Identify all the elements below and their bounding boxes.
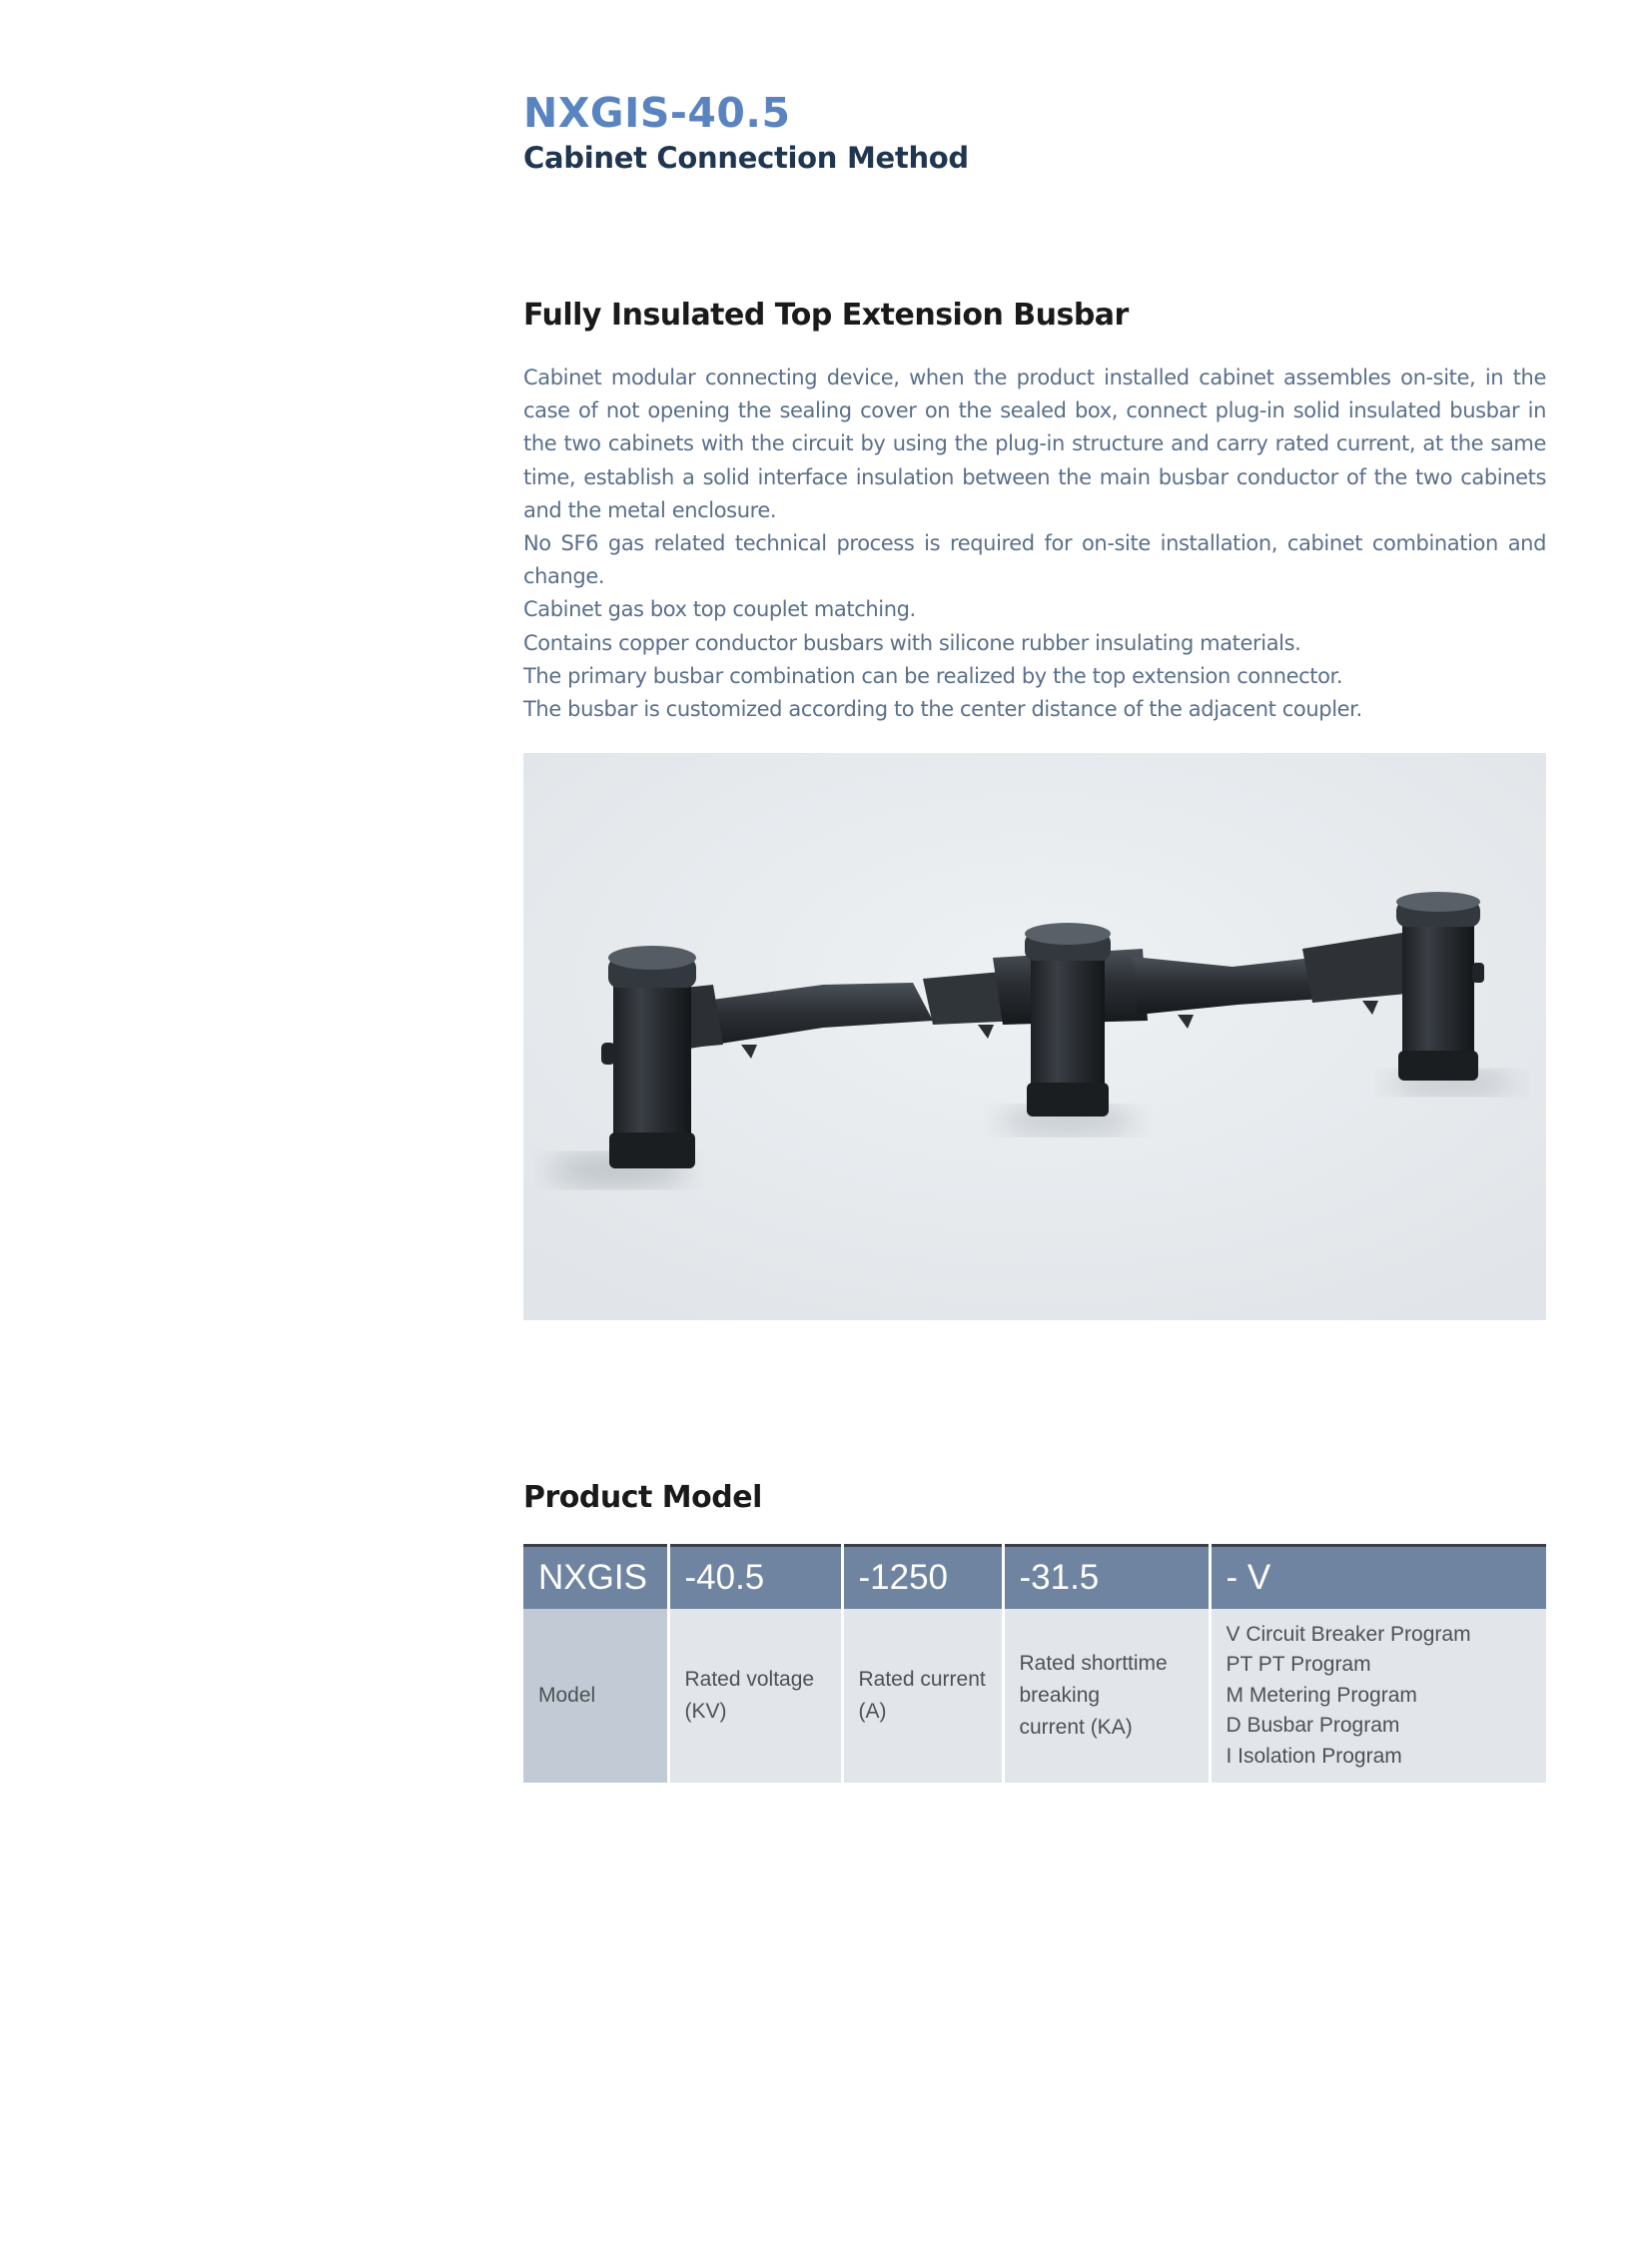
description-paragraph: The busbar is customized according to the center distance of the adjacent coupler.: [523, 697, 1362, 722]
program-item: M Metering Program: [1226, 1683, 1417, 1707]
table-cell-rated-voltage: [668, 1609, 842, 1783]
program-item: V Circuit Breaker Program: [1226, 1622, 1471, 1646]
table-header-cell: -31.5: [1003, 1546, 1210, 1610]
table-cell-programs: [1210, 1609, 1546, 1783]
cell-line: Rated shorttime: [1019, 1652, 1168, 1675]
table-row: [523, 1609, 1546, 1783]
table-cell-rated-current: [842, 1609, 1003, 1783]
table-cell-model: Model: [523, 1609, 668, 1783]
description-paragraph: The primary busbar combination can be realized by the top extension connector.: [523, 663, 1343, 688]
cell-line: breaking: [1019, 1684, 1101, 1707]
page-title: NXGIS-40.5: [523, 89, 791, 137]
program-item: I Isolation Program: [1226, 1744, 1402, 1768]
page-content: [523, 88, 1546, 1768]
product-model-table: [523, 1544, 1546, 1783]
table-header-row: [523, 1546, 1546, 1610]
description-paragraph: Contains copper conductor busbars with silicone rubber insulating materials.: [523, 630, 1301, 655]
busbar-product-image: [523, 753, 1546, 1320]
description-paragraph: No SF6 gas related technical process is required for on-site installation, cabinet combination and change.: [523, 531, 1546, 589]
table-header-cell: - V: [1210, 1546, 1546, 1610]
description-paragraph: Cabinet gas box top couplet matching.: [523, 597, 916, 622]
cell-line: Rated current: [858, 1668, 986, 1691]
busbar-illustration: [523, 753, 1546, 1320]
cell-line: (A): [858, 1700, 887, 1723]
description-paragraph: Cabinet modular connecting device, when the product installed cabinet assembles on-site, in the case of not opening the sealing cover on the sealed box, connect plug-in solid insulated busbar in the two cabinets with the circuit by using the plug-in structure and carry rated current, at the same time, establish a solid interface insulation between the main busbar conductor of the two cabinets and the metal enclosure.: [523, 366, 1546, 522]
cell-line: current (KA): [1019, 1716, 1133, 1739]
section-heading-busbar: Fully Insulated Top Extension Busbar: [523, 298, 1129, 333]
section-heading-product-model: Product Model: [523, 1480, 762, 1515]
page-subtitle: Cabinet Connection Method: [523, 141, 969, 175]
table-cell-breaking-current: [1003, 1609, 1210, 1783]
program-item: PT PT Program: [1226, 1653, 1371, 1677]
table-header-cell: -40.5: [668, 1546, 842, 1610]
table-header-cell: -1250: [842, 1546, 1003, 1610]
table-header-cell: NXGIS: [523, 1546, 668, 1610]
cell-line: Rated voltage: [684, 1668, 815, 1691]
cell-line: (KV): [684, 1700, 727, 1723]
program-item: D Busbar Program: [1226, 1714, 1400, 1738]
description: [523, 362, 1546, 726]
